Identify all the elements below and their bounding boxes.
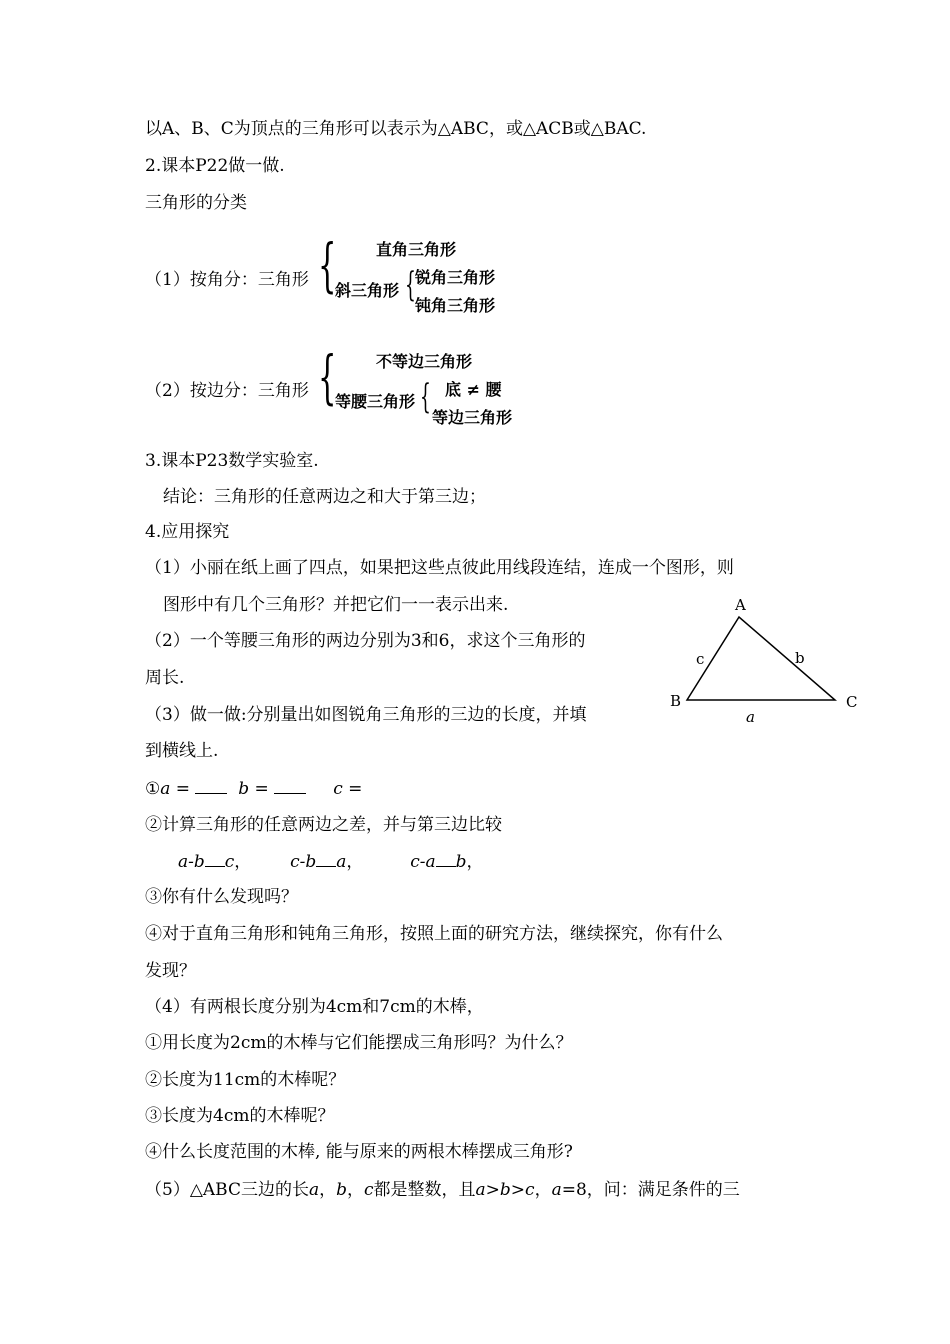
side-a-label: a: [746, 708, 755, 726]
classify-side-label: （2）按边分：三角形: [145, 381, 309, 401]
side-b-label: b: [795, 649, 805, 667]
conclusion-line: 结论：三角形的任意两边之和大于第三边；: [163, 487, 486, 507]
intro-line: 以A、B、C为顶点的三角形可以表示为△ABC，或△ACB或△BAC.: [145, 119, 647, 139]
brace-side-outer: {: [318, 343, 337, 411]
triangle-figure: [660, 590, 870, 730]
side-c-label: c: [696, 650, 705, 668]
section-4-title: 4.应用探究: [145, 522, 230, 542]
acute-triangle-label: 锐角三角形: [415, 268, 496, 287]
question-3-line-2: 到横线上.: [145, 741, 219, 761]
question-2-line-1: （2）一个等腰三角形的两边分别为3和6，求这个三角形的: [145, 631, 586, 651]
classify-angle-label: （1）按角分：三角形: [145, 270, 309, 290]
question-3-line-1: （3）做一做:分别量出如图锐角三角形的三边的长度，并填: [145, 705, 587, 725]
blank-diff1[interactable]: [205, 850, 225, 867]
blank-a[interactable]: [195, 777, 227, 794]
brace-side-inner: {: [420, 377, 431, 417]
question-4-item-1: ①用长度为2cm的木棒与它们能摆成三角形吗？为什么？: [145, 1033, 573, 1053]
triangle-shape: [687, 617, 835, 700]
question-4-line: （4）有两根长度分别为4cm和7cm的木棒，: [145, 997, 484, 1017]
step-2-line: ②计算三角形的任意两边之差，并与第三边比较: [145, 815, 502, 835]
scalene-triangle-label: 不等边三角形: [376, 352, 473, 371]
equilateral-triangle-label: 等边三角形: [432, 408, 513, 427]
question-1-line-1: （1）小丽在纸上画了四点，如果把这些点彼此用线段连结，连成一个图形，则: [145, 558, 734, 578]
vertex-a-label: A: [735, 596, 746, 614]
blank-diff2[interactable]: [316, 850, 336, 867]
section-2-title: 2.课本P22做一做.: [145, 156, 285, 176]
step-4-line-1: ④对于直角三角形和钝角三角形，按照上面的研究方法，继续探究，你有什么: [145, 924, 723, 944]
step-4-line-2: 发现？: [145, 961, 196, 981]
blank-diff3[interactable]: [436, 850, 456, 867]
brace-angle-outer: {: [318, 231, 337, 299]
base-not-leg-label: 底 ≠ 腰: [445, 380, 502, 399]
question-4-item-2: ②长度为11cm的木棒呢？: [145, 1070, 346, 1090]
right-triangle-label: 直角三角形: [376, 240, 457, 259]
question-4-item-3: ③长度为4cm的木棒呢？: [145, 1106, 335, 1126]
obtuse-triangle-label: 钝角三角形: [415, 296, 496, 315]
step-3-line: ③你有什么发现吗？: [145, 887, 298, 907]
vertex-b-label: B: [670, 692, 682, 710]
isosceles-triangle-label: 等腰三角形: [335, 392, 416, 411]
vertex-c-label: C: [846, 693, 858, 711]
question-5-line: （5）△ABC三边的长a，b，c都是整数，且a>b>c，a=8，问：满足条件的三: [145, 1180, 740, 1200]
measure-line: ①a = b = c =: [145, 779, 363, 799]
blank-b[interactable]: [274, 777, 306, 794]
difference-line: a-b c， c-b a， c-a b，: [178, 852, 484, 872]
question-1-line-2: 图形中有几个三角形？并把它们一一表示出来.: [163, 595, 509, 615]
section-3-title: 3.课本P23数学实验室.: [145, 451, 319, 471]
brace-angle-inner: {: [405, 265, 416, 305]
question-4-item-4: ④什么长度范围的木棒, 能与原来的两根木棒摆成三角形?: [145, 1142, 573, 1162]
question-2-line-2: 周长.: [145, 668, 185, 688]
classification-title: 三角形的分类: [145, 193, 247, 213]
oblique-triangle-label: 斜三角形: [335, 281, 400, 300]
